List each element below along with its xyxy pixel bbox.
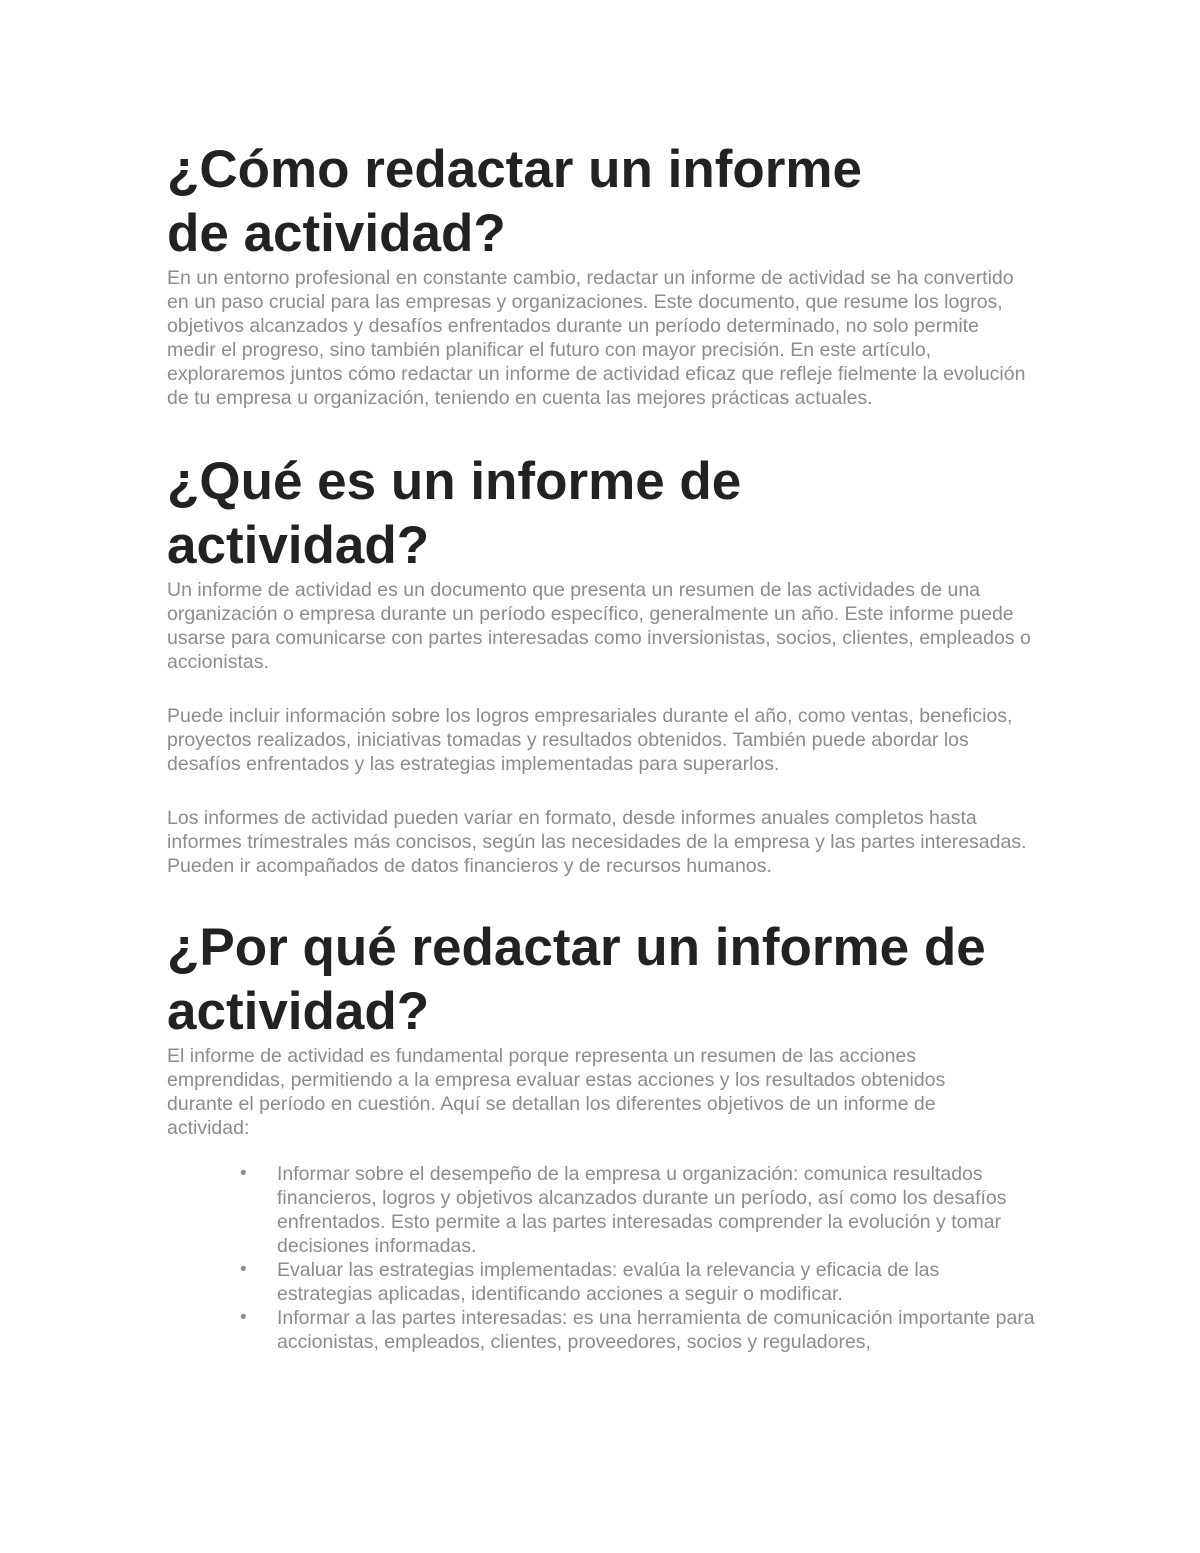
list-item-text: Evaluar las estrategias implementadas: evalúa la relevancia y eficacia de las estrategias aplicadas, identificando acciones a seguir o modificar.: [277, 1259, 940, 1305]
bullet-icon: •: [240, 1163, 247, 1184]
heading-que-es: ¿Qué es un informe de actividad?: [167, 452, 742, 575]
list-item: [240, 1258, 1037, 1306]
list-item-text: Informar a las partes interesadas: es una herramienta de comunicación importante para accionistas, empleados, clientes, proveedores, socios y reguladores,: [277, 1307, 1035, 1353]
list-item: [240, 1162, 1037, 1258]
paragraph-intro: En un entorno profesional en constante cambio, redactar un informe de actividad se ha convertido en un paso crucial para las empresas y organizaciones. Este documento, que resume los logros, objetivos alcanzados y desafíos enfrentados durante un período determinado, no solo permite medir el progreso, sino también planificar el futuro con mayor precisión. En este artículo, exploraremos juntos cómo redactar un informe de actividad eficaz que refleje fielmente la evolución de tu empresa u organización, teniendo en cuenta las mejores prácticas actuales.: [167, 267, 1026, 409]
heading-por-que: ¿Por qué redactar un informe de actividad?: [167, 918, 986, 1041]
document-page: [167, 138, 1047, 1354]
paragraph-definicion: Un informe de actividad es un documento que presenta un resumen de las actividades de una organización o empresa durante un período específico, generalmente un año. Este informe puede usarse para comunicarse con partes interesadas como inversionistas, socios, clientes, empleados o accionistas.: [167, 579, 1031, 673]
heading-como-redactar: ¿Cómo redactar un informe de actividad?: [167, 140, 862, 263]
paragraph-formato: Los informes de actividad pueden variar en formato, desde informes anuales completos hasta informes trimestrales más concisos, según las necesidades de la empresa y las partes interesadas. Pueden ir acompañados de datos financieros y de recursos humanos.: [167, 807, 1027, 877]
paragraph-importancia: El informe de actividad es fundamental porque representa un resumen de las acciones emprendidas, permitiendo a la empresa evaluar estas acciones y los resultados obtenidos durante el período en cuestión. Aquí se detallan los diferentes objetivos de un informe de actividad:: [167, 1045, 946, 1139]
list-item: [240, 1306, 1037, 1354]
bullet-icon: •: [240, 1307, 247, 1328]
paragraph-contenido: Puede incluir información sobre los logros empresariales durante el año, como ventas, beneficios, proyectos realizados, iniciativas tomadas y resultados obtenidos. También puede abordar los desafíos enfrentados y las estrategias implementadas para superarlos.: [167, 705, 1013, 775]
bullet-icon: •: [240, 1259, 247, 1280]
list-item-text: Informar sobre el desempeño de la empresa u organización: comunica resultados financieros, logros y objetivos alcanzados durante un período, así como los desafíos enfrentados. Esto permite a las partes interesadas comprender la evolución y tomar decisiones informadas.: [277, 1163, 1007, 1257]
objectives-list: [167, 1162, 1047, 1354]
